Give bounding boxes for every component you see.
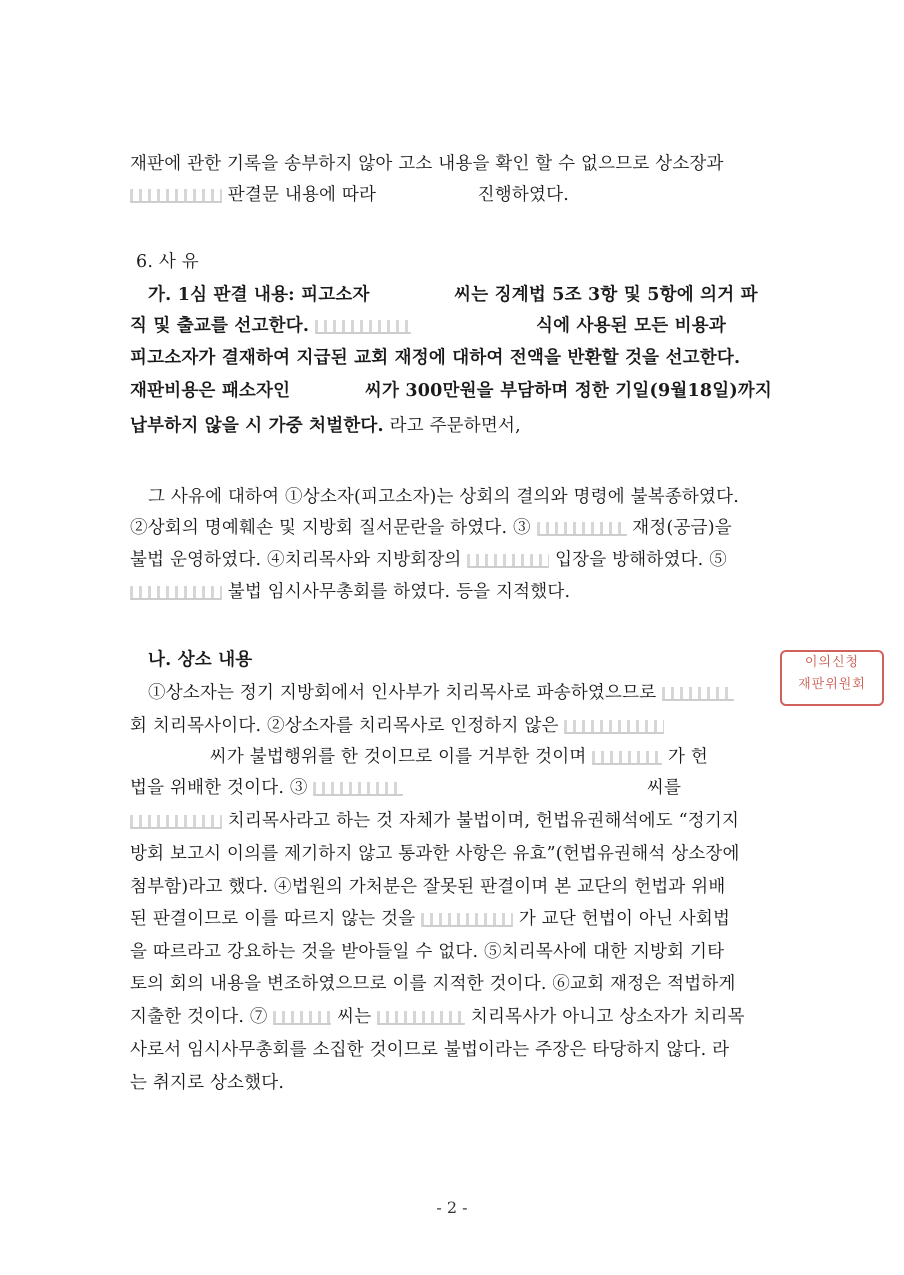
seal-text-bottom: 재판위원회 <box>798 677 866 692</box>
judgment-line-5-text-b: 라고 주문하면서, <box>389 416 521 436</box>
appeal-line-3-text-b: 가 헌 <box>667 747 708 767</box>
reason-line-2-text-a: ②상회의 명예훼손 및 지방회 질서문란을 하였다. ③ <box>130 518 531 538</box>
appeal-line-4-text-a: 법을 위배한 것이다. ③ <box>130 778 308 798</box>
appeal-heading: 나. 상소 내용 <box>148 650 253 670</box>
redacted-name <box>421 913 513 927</box>
appeal-line-1 <box>148 681 778 705</box>
redacted-name <box>130 815 222 829</box>
redacted-name <box>313 782 403 796</box>
appeal-line-11-text-c: 치리목사가 아니고 상소자가 치리목 <box>470 1007 745 1027</box>
judgment-line-4-text-b: 씨가 300만원을 부담하며 정한 기일(9월18일)까지 <box>364 381 773 401</box>
redacted-name <box>273 1011 331 1025</box>
appeal-line-9: 을 따르라고 강요하는 것을 받아들일 수 없다. ⑤치리목사에 대한 지방회 기타 <box>130 942 725 962</box>
judgment-line-4 <box>130 379 785 403</box>
judgment-line-2-text-a: 직 및 출교를 선고한다. <box>130 316 310 336</box>
appeal-line-4 <box>130 776 785 800</box>
page-number: - 2 - <box>436 1198 468 1217</box>
appeal-line-8-text-b: 가 교단 헌법이 아닌 사회법 <box>518 909 731 929</box>
judgment-line-1-text-b: 씨는 징계법 5조 3항 및 5항에 의거 파 <box>454 285 758 305</box>
judgment-line-1 <box>148 283 778 307</box>
reason-line-3-text-a: 불법 운영하였다. ④치리목사와 지방회장의 <box>130 550 462 570</box>
committee-seal <box>780 650 884 706</box>
redacted-name <box>467 554 549 568</box>
appeal-line-3 <box>130 745 785 769</box>
section-6-heading: 6. 사 유 <box>136 252 199 272</box>
appeal-line-11 <box>130 1005 785 1029</box>
redacted-name <box>377 1011 465 1025</box>
reason-line-3 <box>130 548 785 572</box>
intro-line-2-text-a: 판결문 내용에 따라 <box>227 185 377 205</box>
judgment-line-3: 피고소자가 결재하여 지급된 교회 재정에 대하여 전액을 반환할 것을 선고한다. <box>130 348 741 368</box>
appeal-line-7: 첨부함)라고 했다. ④법원의 가처분은 잘못된 판결이며 본 교단의 헌법과 위배 <box>130 877 726 897</box>
appeal-line-2-text: 회 치리목사이다. ②상소자를 치리목사로 인정하지 않은 <box>130 716 559 736</box>
intro-line-2 <box>130 183 785 207</box>
judgment-line-4-text-a: 재판비용은 패소자인 <box>130 381 291 401</box>
judgment-line-2-text-b: 식에 사용된 모든 비용과 <box>536 316 726 336</box>
judgment-line-5-text-a: 납부하지 않을 시 가중 처벌한다. <box>130 416 384 436</box>
appeal-line-6: 방회 보고시 이의를 제기하지 않고 통과한 사항은 유효”(헌법유권해석 상소장에 <box>130 844 740 864</box>
reason-line-2-text-b: 재정(공금)을 <box>632 518 732 538</box>
appeal-line-3-text-a: 씨가 불법행위를 한 것이므로 이를 거부한 것이며 <box>209 747 587 767</box>
appeal-line-2 <box>130 714 785 738</box>
reason-line-4 <box>130 580 785 604</box>
intro-line-2-text-b: 진행하였다. <box>477 185 569 205</box>
judgment-line-1-text-a: 가. 1심 판결 내용: 피고소자 <box>148 285 370 305</box>
appeal-line-1-text: ①상소자는 정기 지방회에서 인사부가 치리목사로 파송하였으므로 <box>148 683 657 703</box>
intro-line-1: 재판에 관한 기록을 송부하지 않아 고소 내용을 확인 할 수 없으므로 상소장과 <box>130 154 724 174</box>
redacted-name <box>592 751 662 765</box>
reason-line-1: 그 사유에 대하여 ①상소자(피고소자)는 상회의 결의와 명령에 불복종하였다. <box>148 487 740 507</box>
appeal-line-4-text-b: 씨를 <box>646 778 682 798</box>
judgment-line-5 <box>130 414 785 438</box>
appeal-line-5-text: 치리목사라고 하는 것 자체가 불법이며, 헌법유권해석에도 “정기지 <box>227 811 740 831</box>
reason-line-4-text: 불법 임시사무총회를 하였다. 등을 지적했다. <box>227 582 571 602</box>
redacted-name <box>130 189 222 203</box>
appeal-line-12: 사로서 임시사무총회를 소집한 것이므로 불법이라는 주장은 타당하지 않다. 라 <box>130 1040 730 1060</box>
reason-line-2 <box>130 516 785 540</box>
judgment-line-2 <box>130 314 785 338</box>
reason-line-3-text-b: 입장을 방해하였다. ⑤ <box>555 550 727 570</box>
redacted-name <box>315 320 411 334</box>
seal-text-top: 이의신청 <box>804 655 860 670</box>
redacted-name <box>537 522 627 536</box>
appeal-line-13: 는 취지로 상소했다. <box>130 1073 285 1093</box>
appeal-line-5 <box>130 809 785 833</box>
appeal-line-11-text-a: 지출한 것이다. ⑦ <box>130 1007 268 1027</box>
redacted-name <box>564 720 664 734</box>
appeal-line-8-text-a: 된 판결이므로 이를 따르지 않는 것을 <box>130 909 416 929</box>
appeal-line-8 <box>130 907 785 931</box>
appeal-line-10: 토의 회의 내용을 변조하였으므로 이를 지적한 것이다. ⑥교회 재정은 적법하게 <box>130 974 736 994</box>
redacted-name <box>662 687 734 701</box>
appeal-line-11-text-b: 씨는 <box>337 1007 372 1027</box>
redacted-name <box>130 586 222 600</box>
